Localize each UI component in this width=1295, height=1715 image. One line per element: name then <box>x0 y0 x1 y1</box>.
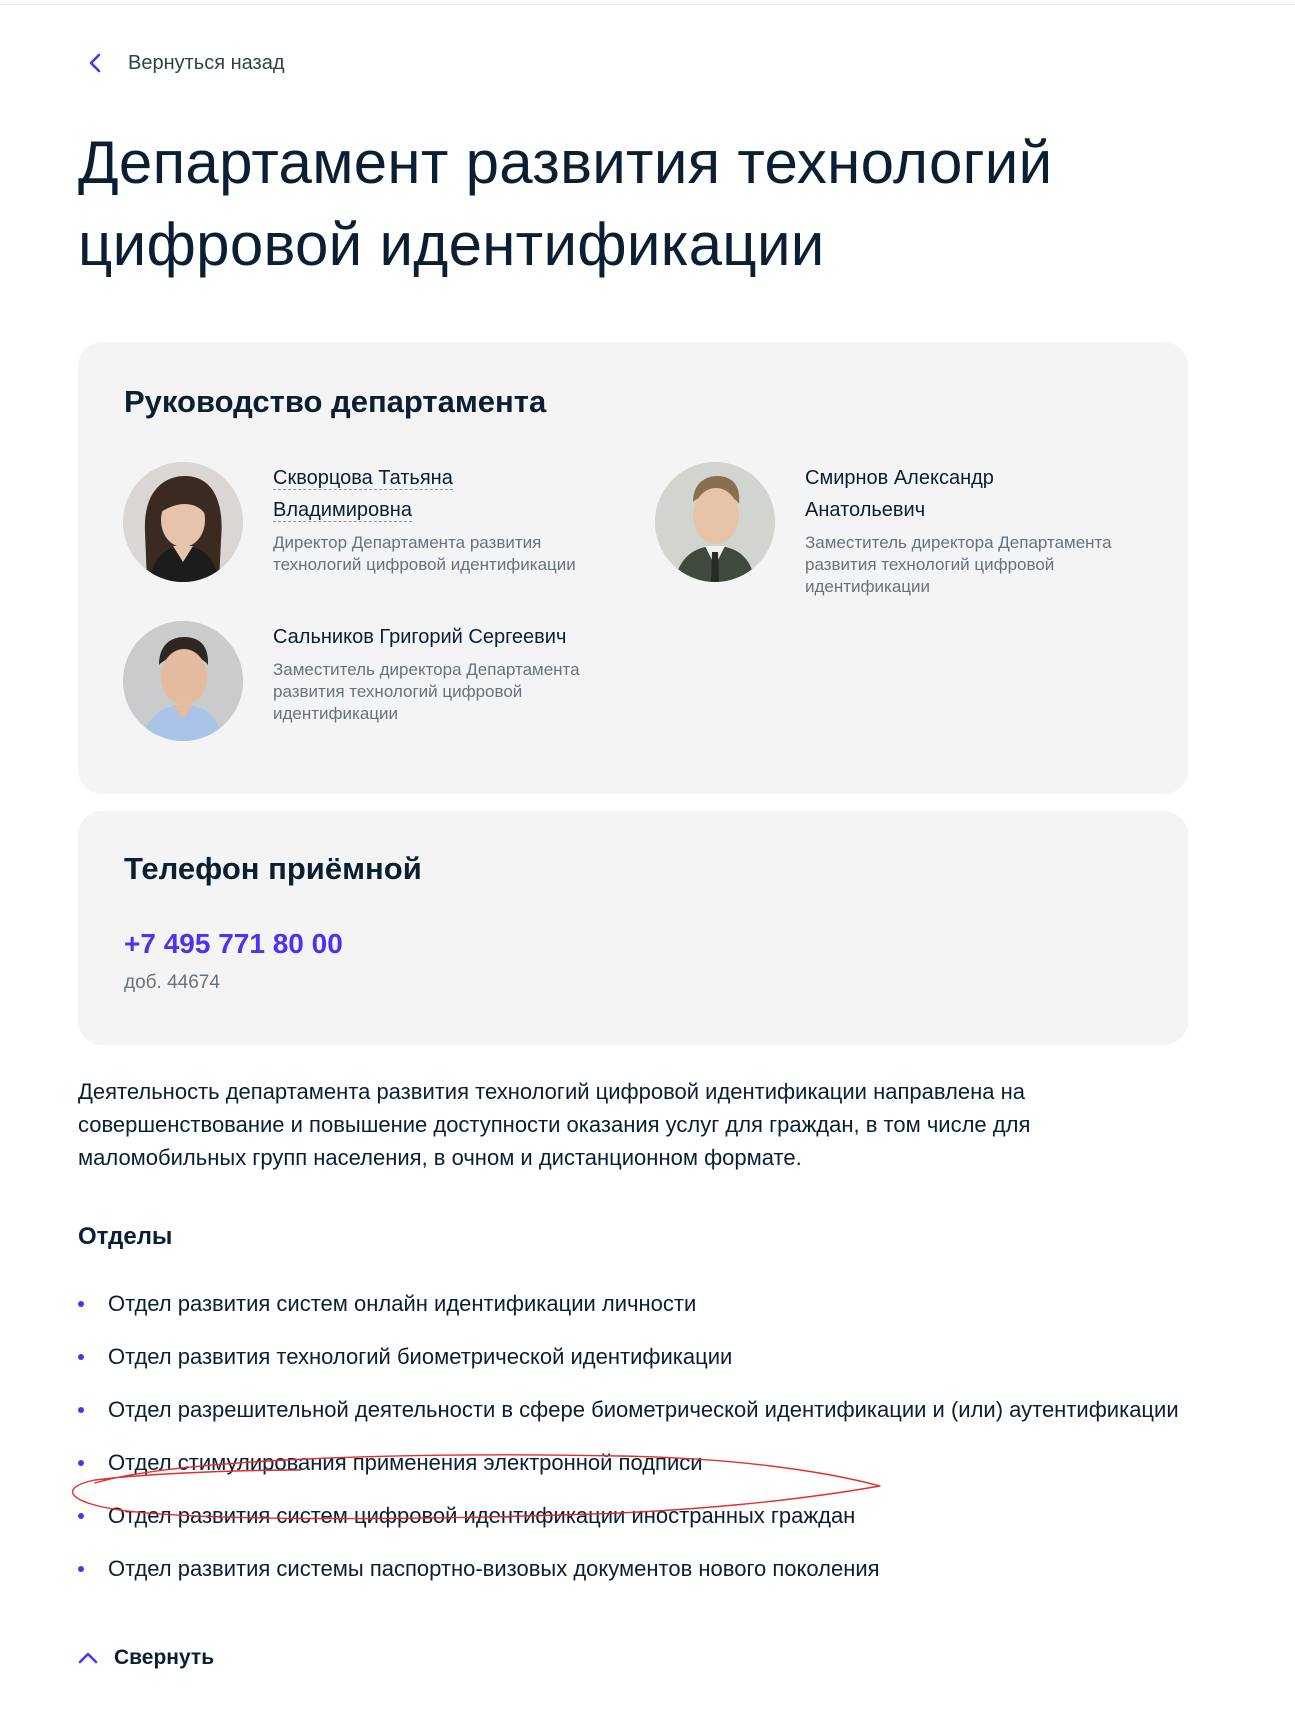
leader-card <box>655 462 1135 598</box>
list-item <box>78 1393 1188 1426</box>
leader-name[interactable] <box>273 462 473 526</box>
leadership-title: Руководство департамента <box>124 384 547 419</box>
phone-extension: доб. 44674 <box>124 972 220 993</box>
leader-name: Смирнов Александр Анатольевич <box>805 467 994 521</box>
bullet-icon <box>78 1354 84 1360</box>
bullet-icon <box>78 1407 84 1413</box>
leader-name-text: Скворцова Татьяна Владимировна <box>273 467 453 521</box>
leader-role: Заместитель директора Департамента развития технологий цифровой идентификации <box>805 533 1112 596</box>
list-item <box>78 1287 1188 1320</box>
list-item-text: Отдел стимулирования применения электронной подписи <box>108 1450 703 1475</box>
avatar <box>655 462 775 582</box>
top-divider <box>0 4 1295 5</box>
bullet-icon <box>78 1301 84 1307</box>
list-item-text: Отдел развития системы паспортно-визовых документов нового поколения <box>108 1556 880 1581</box>
list-item <box>78 1499 1188 1532</box>
departments-list <box>78 1287 1188 1605</box>
leader-role: Директор Департамента развития технологий цифровой идентификации <box>273 533 576 574</box>
department-description: Деятельность департамента развития технологий цифровой идентификации направлена на совершенствование и повышение доступности оказания услуг для граждан, в том числе для маломобильных групп населения, в очном и дистанционном формате. <box>78 1079 1031 1170</box>
avatar <box>123 462 243 582</box>
reception-title: Телефон приёмной <box>124 851 422 886</box>
list-item <box>78 1340 1188 1373</box>
list-item-text: Отдел развития систем цифровой идентификации иностранных граждан <box>108 1503 856 1528</box>
collapse-label: Свернуть <box>114 1646 215 1669</box>
bullet-icon <box>78 1513 84 1519</box>
back-link[interactable] <box>80 48 285 78</box>
list-item-text: Отдел разрешительной деятельности в сфере биометрической идентификации и (или) аутентификации <box>108 1397 1179 1422</box>
phone-link[interactable]: +7 495 771 80 00 <box>124 928 343 959</box>
leader-card <box>123 621 633 741</box>
bullet-icon <box>78 1460 84 1466</box>
collapse-button[interactable] <box>76 1646 214 1670</box>
page-title: Департамент развития технологий цифровой идентификации <box>78 129 1053 278</box>
back-link-label: Вернуться назад <box>128 51 285 74</box>
leader-name: Сальников Григорий Сергеевич <box>273 626 567 648</box>
chevron-up-icon <box>76 1646 100 1670</box>
list-item-text: Отдел развития технологий биометрической идентификации <box>108 1344 733 1369</box>
departments-title: Отделы <box>78 1223 173 1250</box>
leader-role: Заместитель директора Департамента развития технологий цифровой идентификации <box>273 660 580 723</box>
chevron-left-icon <box>80 48 110 78</box>
leadership-card <box>78 342 1188 794</box>
avatar <box>123 621 243 741</box>
reception-card <box>78 811 1188 1045</box>
list-item <box>78 1552 1188 1585</box>
list-item <box>78 1446 1188 1479</box>
leader-card <box>123 462 613 582</box>
bullet-icon <box>78 1566 84 1572</box>
list-item-text: Отдел развития систем онлайн идентификации личности <box>108 1291 697 1316</box>
